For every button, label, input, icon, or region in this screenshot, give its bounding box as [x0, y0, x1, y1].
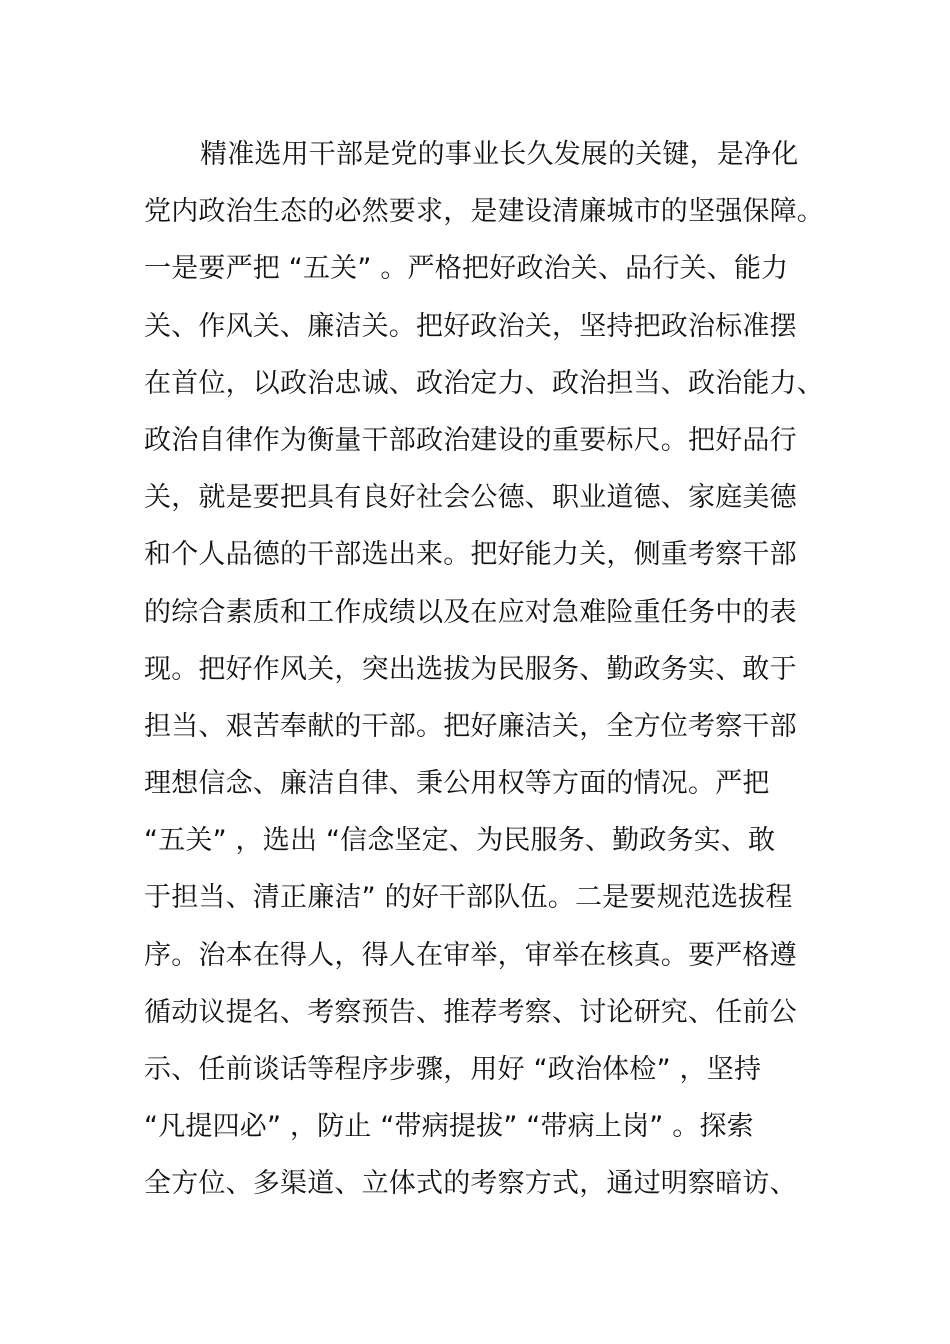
text-line: 一是要严把 “五关” 。严格把好政治关、品行关、能力 [144, 253, 789, 285]
body-paragraph [144, 126, 844, 1213]
text-line: 在首位，以政治忠诚、政治定力、政治担当、政治能力、 [144, 367, 824, 399]
text-line: 现。把好作风关，突出选拔为民服务、勤政务实、敢于 [144, 653, 797, 685]
text-line: 党内政治生态的必然要求，是建设清廉城市的坚强保障。 [144, 196, 824, 228]
text-line: 的综合素质和工作成绩以及在应对急难险重任务中的表 [144, 596, 797, 628]
text-line: 政治自律作为衡量干部政治建设的重要标尺。把好品行 [144, 424, 797, 456]
text-line: 循动议提名、考察预告、推荐考察、讨论研究、任前公 [144, 996, 797, 1028]
text-line: 关，就是要把具有良好社会公德、职业道德、家庭美德 [144, 482, 797, 514]
text-line: 关、作风关、廉洁关。把好政治关，坚持把政治标准摆 [144, 310, 797, 342]
text-line: 于担当、清正廉洁” 的好干部队伍。二是要规范选拔程 [144, 882, 793, 914]
text-line: 和个人品德的干部选出来。把好能力关，侧重考察干部 [144, 539, 797, 571]
text-line: 精准选用干部是党的事业长久发展的关键，是净化 [200, 139, 799, 170]
text-line: “凡提四必” ，防止 “带病提拔” “带病上岗” 。探索 [144, 1111, 754, 1143]
text-line: 示、任前谈话等程序步骤，用好 “政治体检” ，坚持 [144, 1054, 762, 1085]
text-line: 全方位、多渠道、立体式的考察方式，通过明察暗访、 [144, 1168, 797, 1200]
text-line: “五关” ，选出 “信念坚定、为民服务、勤政务实、敢 [144, 825, 776, 857]
text-line: 担当、艰苦奉献的干部。把好廉洁关，全方位考察干部 [144, 710, 797, 742]
text-line: 理想信念、廉洁自律、秉公用权等方面的情况。严把 [144, 768, 770, 800]
text-line: 序。治本在得人，得人在审举，审举在核真。要严格遵 [144, 939, 797, 971]
